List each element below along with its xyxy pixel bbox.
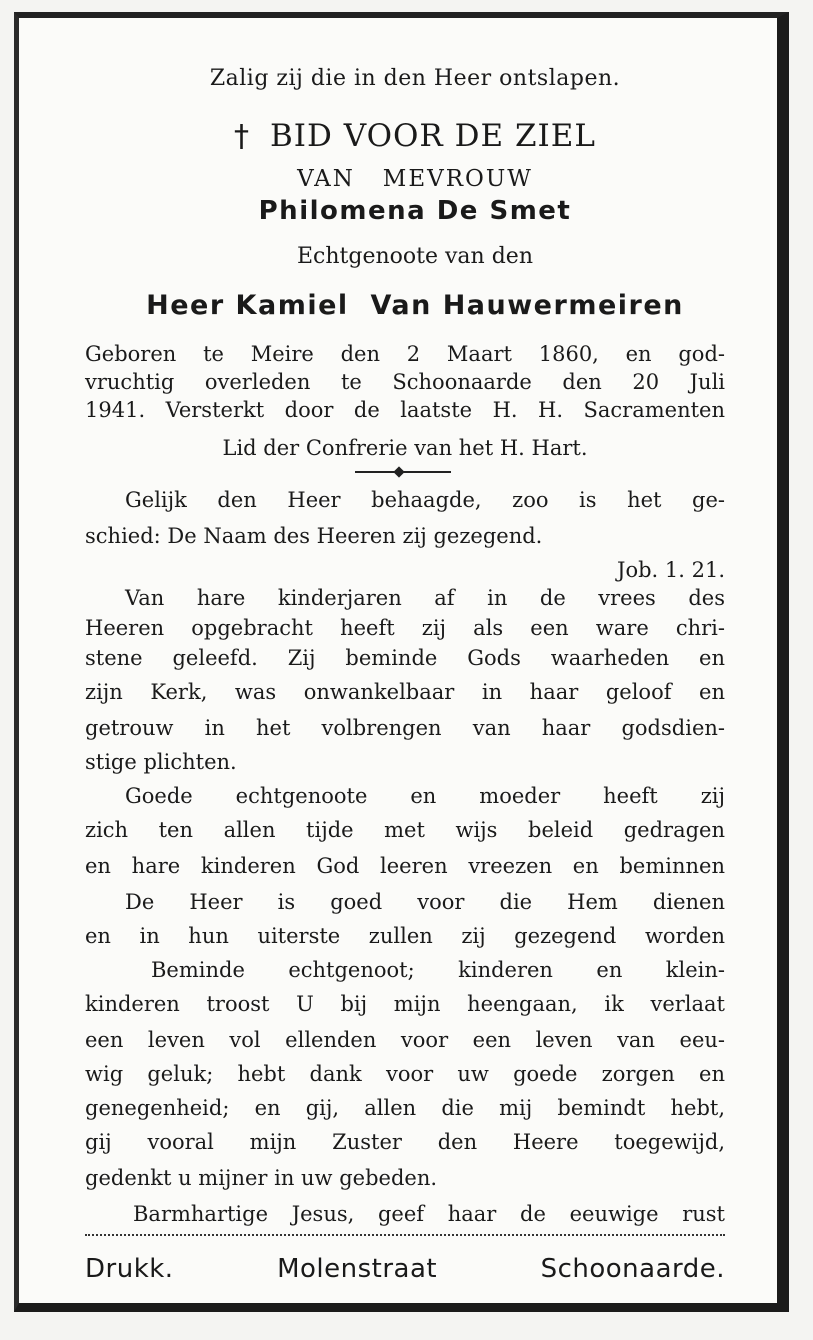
body-line: Van hare kinderjaren af in de vrees des [125,586,725,610]
bio-line: vruchtig overleden te Schoonaarde den 20 Juli [85,370,725,394]
quote-reference: Job. 1. 21. [617,558,725,582]
printer-line [85,1254,725,1284]
body-line: een leven vol ellenden voor een leven van eeu- [85,1028,725,1052]
bio-line: Geboren te Meire den 2 Maart 1860, en god- [85,342,725,366]
quote-line: Gelijk den Heer behaagde, zoo is het ge- [125,488,725,512]
relation-text: Echtgenoote van den [297,244,533,269]
body-line: getrouw in het volbrengen van haar godsdien- [85,716,725,740]
confraternity: Lid der Confrerie van het H. Hart. [222,436,588,460]
deceased-name: Philomena De Smet [258,196,572,226]
cross-icon: † [234,119,251,154]
body-line: gij vooral mijn Zuster den Heere toegewijd, [85,1130,725,1154]
body-line: stene geleefd. Zij beminde Gods waarheden en [85,646,725,670]
body-line: wig geluk; hebt dank voor uw goede zorgen en [85,1062,725,1086]
husband-name: Heer Kamiel Van Hauwermeiren [146,290,684,321]
body-line: stige plichten. [85,750,237,774]
body-line: Goede echtgenoote en moeder heeft zij [125,784,725,808]
body-line: gedenkt u mijner in uw gebeden. [85,1166,438,1190]
printer-word: Drukk. [85,1254,174,1284]
body-line: zich ten allen tijde met wijs beleid gedragen [85,818,725,842]
body-line: en in hun uiterste zullen zij gezegend worden [85,924,725,948]
ornament-divider [355,471,451,473]
body-line: en hare kinderen God leeren vreezen en beminnen [85,854,725,878]
prayer-heading-row [85,118,745,154]
body-line: De Heer is goed voor die Hem dienen [125,890,725,914]
prayer-heading: BID VOOR DE ZIEL [270,118,596,154]
motto: Zalig zij die in den Heer ontslapen. [209,66,621,91]
quote-line: schied: De Naam des Heeren zij gezegend. [85,524,543,548]
printer-word: Schoonaarde. [540,1254,726,1284]
title-line: VAN MEVROUW [297,166,533,192]
dotted-divider [85,1234,725,1236]
body-line: Heeren opgebracht heeft zij als een ware chri- [85,616,725,640]
printer-word: Molenstraat [277,1254,438,1284]
body-line: genegenheid; en gij, allen die mij bemindt hebt, [85,1096,725,1120]
body-line: zijn Kerk, was onwankelbaar in haar geloof en [85,680,725,704]
closing-prayer: Barmhartige Jesus, geef haar de eeuwige rust [133,1202,725,1226]
body-line: kinderen troost U bij mijn heengaan, ik verlaat [85,992,725,1016]
bio-line: 1941. Versterkt door de laatste H. H. Sacramenten [85,398,725,422]
body-line: Beminde echtgenoot; kinderen en klein- [151,958,725,982]
memorial-card [14,12,789,1312]
